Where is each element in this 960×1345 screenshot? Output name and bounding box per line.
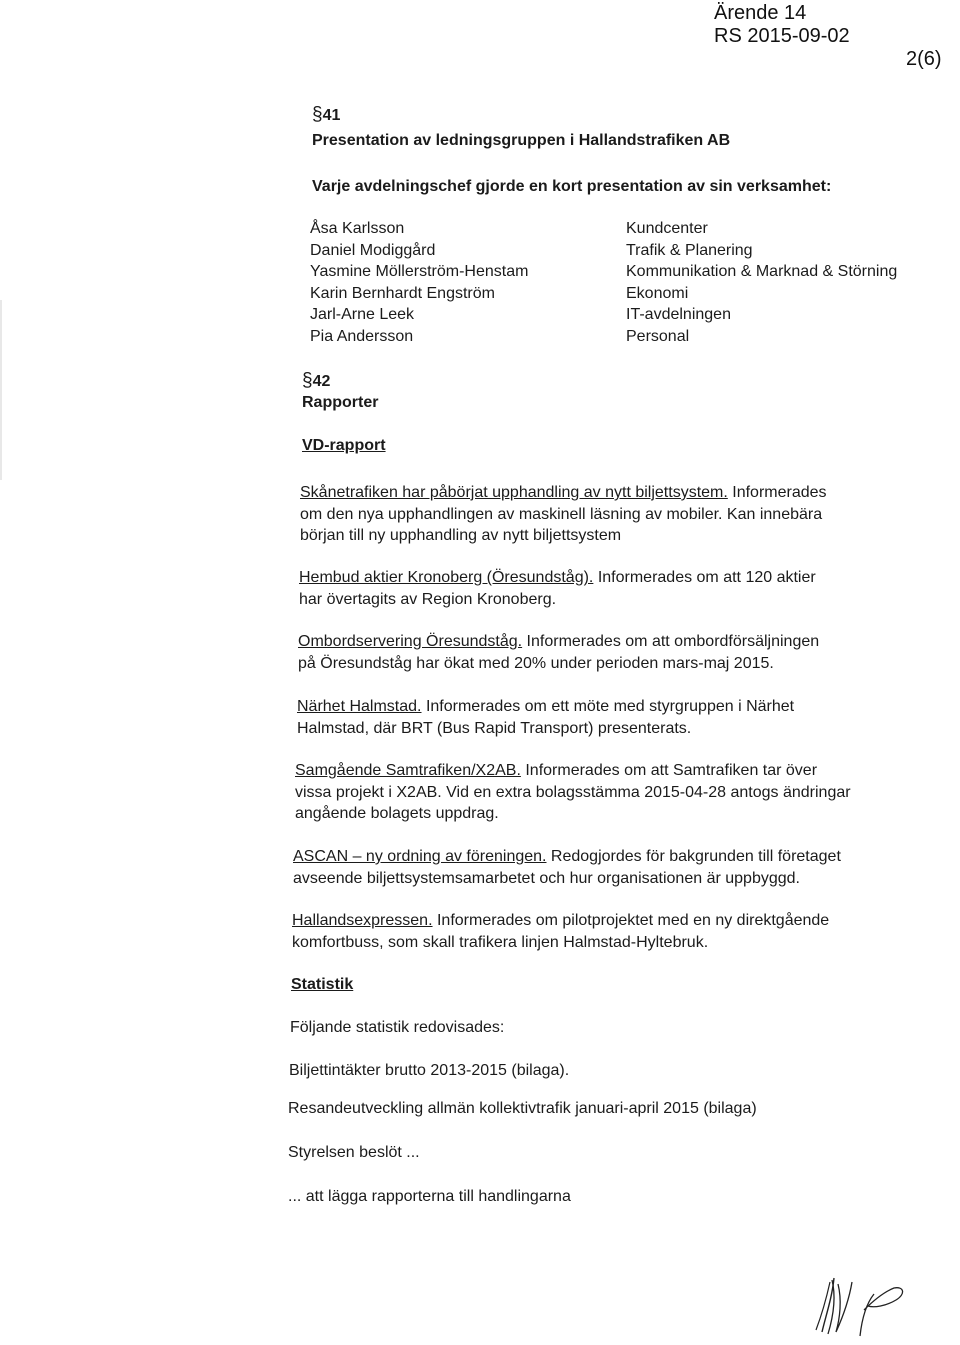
case-label: Ärende 14 bbox=[714, 2, 807, 24]
report-item-text: Redogjordes för bakgrunden till företaget bbox=[546, 848, 841, 865]
report-item-text: angående bolagets uppdrag. bbox=[295, 805, 499, 822]
section-41-title: Presentation av ledningsgruppen i Hallandstrafiken AB bbox=[312, 132, 731, 149]
report-item bbox=[299, 567, 816, 610]
section-symbol: § bbox=[312, 104, 323, 125]
department-list bbox=[626, 218, 897, 348]
report-item-heading: Skånetrafiken har påbörjat upphandling av nytt biljettsystem. bbox=[300, 484, 728, 501]
report-item-heading: ASCAN – ny ordning av föreningen. bbox=[293, 848, 547, 865]
report-item-text: Halmstad, där BRT (Bus Rapid Transport) presenterats. bbox=[297, 719, 692, 737]
report-item-heading: Samgående Samtrafiken/X2AB. bbox=[295, 762, 521, 779]
report-item bbox=[298, 631, 819, 674]
report-item-text: komfortbuss, som skall trafikera linjen Halmstad-Hyltebruk. bbox=[292, 933, 709, 951]
reference-date: RS 2015-09-02 bbox=[714, 25, 850, 47]
decision-intro: Styrelsen beslöt ... bbox=[288, 1144, 420, 1161]
section-42-title: Rapporter bbox=[302, 394, 379, 411]
statistik-item: Resandeutveckling allmän kollektivtrafik januari-april 2015 (bilaga) bbox=[288, 1100, 757, 1117]
page-number: 2(6) bbox=[906, 48, 942, 70]
person-name: Åsa Karlsson bbox=[310, 220, 405, 237]
person-name: Karin Bernhardt Engström bbox=[310, 284, 495, 302]
report-item bbox=[295, 760, 851, 825]
person-name: Daniel Modiggård bbox=[310, 241, 436, 259]
department-name: Trafik & Planering bbox=[626, 241, 753, 259]
section-42-marker bbox=[302, 370, 330, 393]
section-number: 41 bbox=[322, 107, 341, 124]
report-item-text: på Öresundståg har ökat med 20% under perioden mars-maj 2015. bbox=[298, 654, 774, 672]
people-name-list bbox=[310, 218, 528, 348]
report-item-text: Informerades bbox=[727, 484, 827, 501]
report-item-heading: Närhet Halmstad. bbox=[297, 698, 422, 715]
handwritten-initials-icon bbox=[810, 1270, 920, 1340]
report-item-text: Informerades om pilotprojektet med en ny direktgående bbox=[432, 912, 830, 929]
person-name: Pia Andersson bbox=[310, 327, 414, 345]
department-name: Kommunikation & Marknad & Störning bbox=[626, 263, 898, 281]
report-item-text: har övertagits av Region Kronoberg. bbox=[299, 590, 557, 608]
report-item-text: början till ny upphandling av nytt biljettsystem bbox=[300, 527, 622, 544]
report-item-heading: Ombordservering Öresundståg. bbox=[298, 633, 523, 650]
report-item-text: Informerades om att Samtrafiken tar över bbox=[520, 762, 818, 779]
department-name: Kundcenter bbox=[626, 220, 708, 237]
statistik-intro: Följande statistik redovisades: bbox=[290, 1019, 505, 1036]
vd-report-heading: VD-rapport bbox=[302, 437, 386, 454]
section-symbol: § bbox=[302, 370, 313, 391]
section-41-intro: Varje avdelningschef gjorde en kort presentation av sin verksamhet: bbox=[312, 178, 832, 195]
report-item bbox=[297, 696, 794, 739]
report-item-heading: Hallandsexpressen. bbox=[292, 912, 433, 929]
report-item bbox=[300, 482, 827, 547]
report-item-text: Informerades om att ombordförsäljningen bbox=[522, 633, 820, 650]
report-item-text: Informerades om att 120 aktier bbox=[593, 569, 816, 586]
statistik-heading: Statistik bbox=[291, 976, 354, 993]
department-name: Ekonomi bbox=[626, 284, 689, 302]
report-item bbox=[293, 846, 841, 889]
department-name: IT-avdelningen bbox=[626, 306, 731, 324]
department-name: Personal bbox=[626, 327, 690, 345]
report-item-text: avseende biljettsystemsamarbetet och hur organisationen är uppbyggd. bbox=[293, 869, 800, 887]
statistik-item: Biljettintäkter brutto 2013-2015 (bilaga). bbox=[289, 1062, 570, 1079]
section-number: 42 bbox=[312, 373, 331, 390]
report-item bbox=[292, 910, 829, 953]
scan-edge-artifact bbox=[0, 300, 2, 480]
report-item-heading: Hembud aktier Kronoberg (Öresundståg). bbox=[299, 569, 594, 586]
report-item-text: vissa projekt i X2AB. Vid en extra bolagsstämma 2015-04-28 antogs ändringar bbox=[295, 783, 851, 801]
decision-text: ... att lägga rapporterna till handlingarna bbox=[288, 1188, 571, 1205]
report-item-text: Informerades om ett möte med styrgruppen i Närhet bbox=[421, 698, 795, 715]
person-name: Jarl-Arne Leek bbox=[310, 306, 415, 324]
report-item-text: om den nya upphandlingen av maskinell läsning av mobiler. Kan innebära bbox=[300, 505, 823, 523]
person-name: Yasmine Möllerström-Henstam bbox=[310, 263, 529, 281]
section-41-marker bbox=[312, 104, 340, 127]
